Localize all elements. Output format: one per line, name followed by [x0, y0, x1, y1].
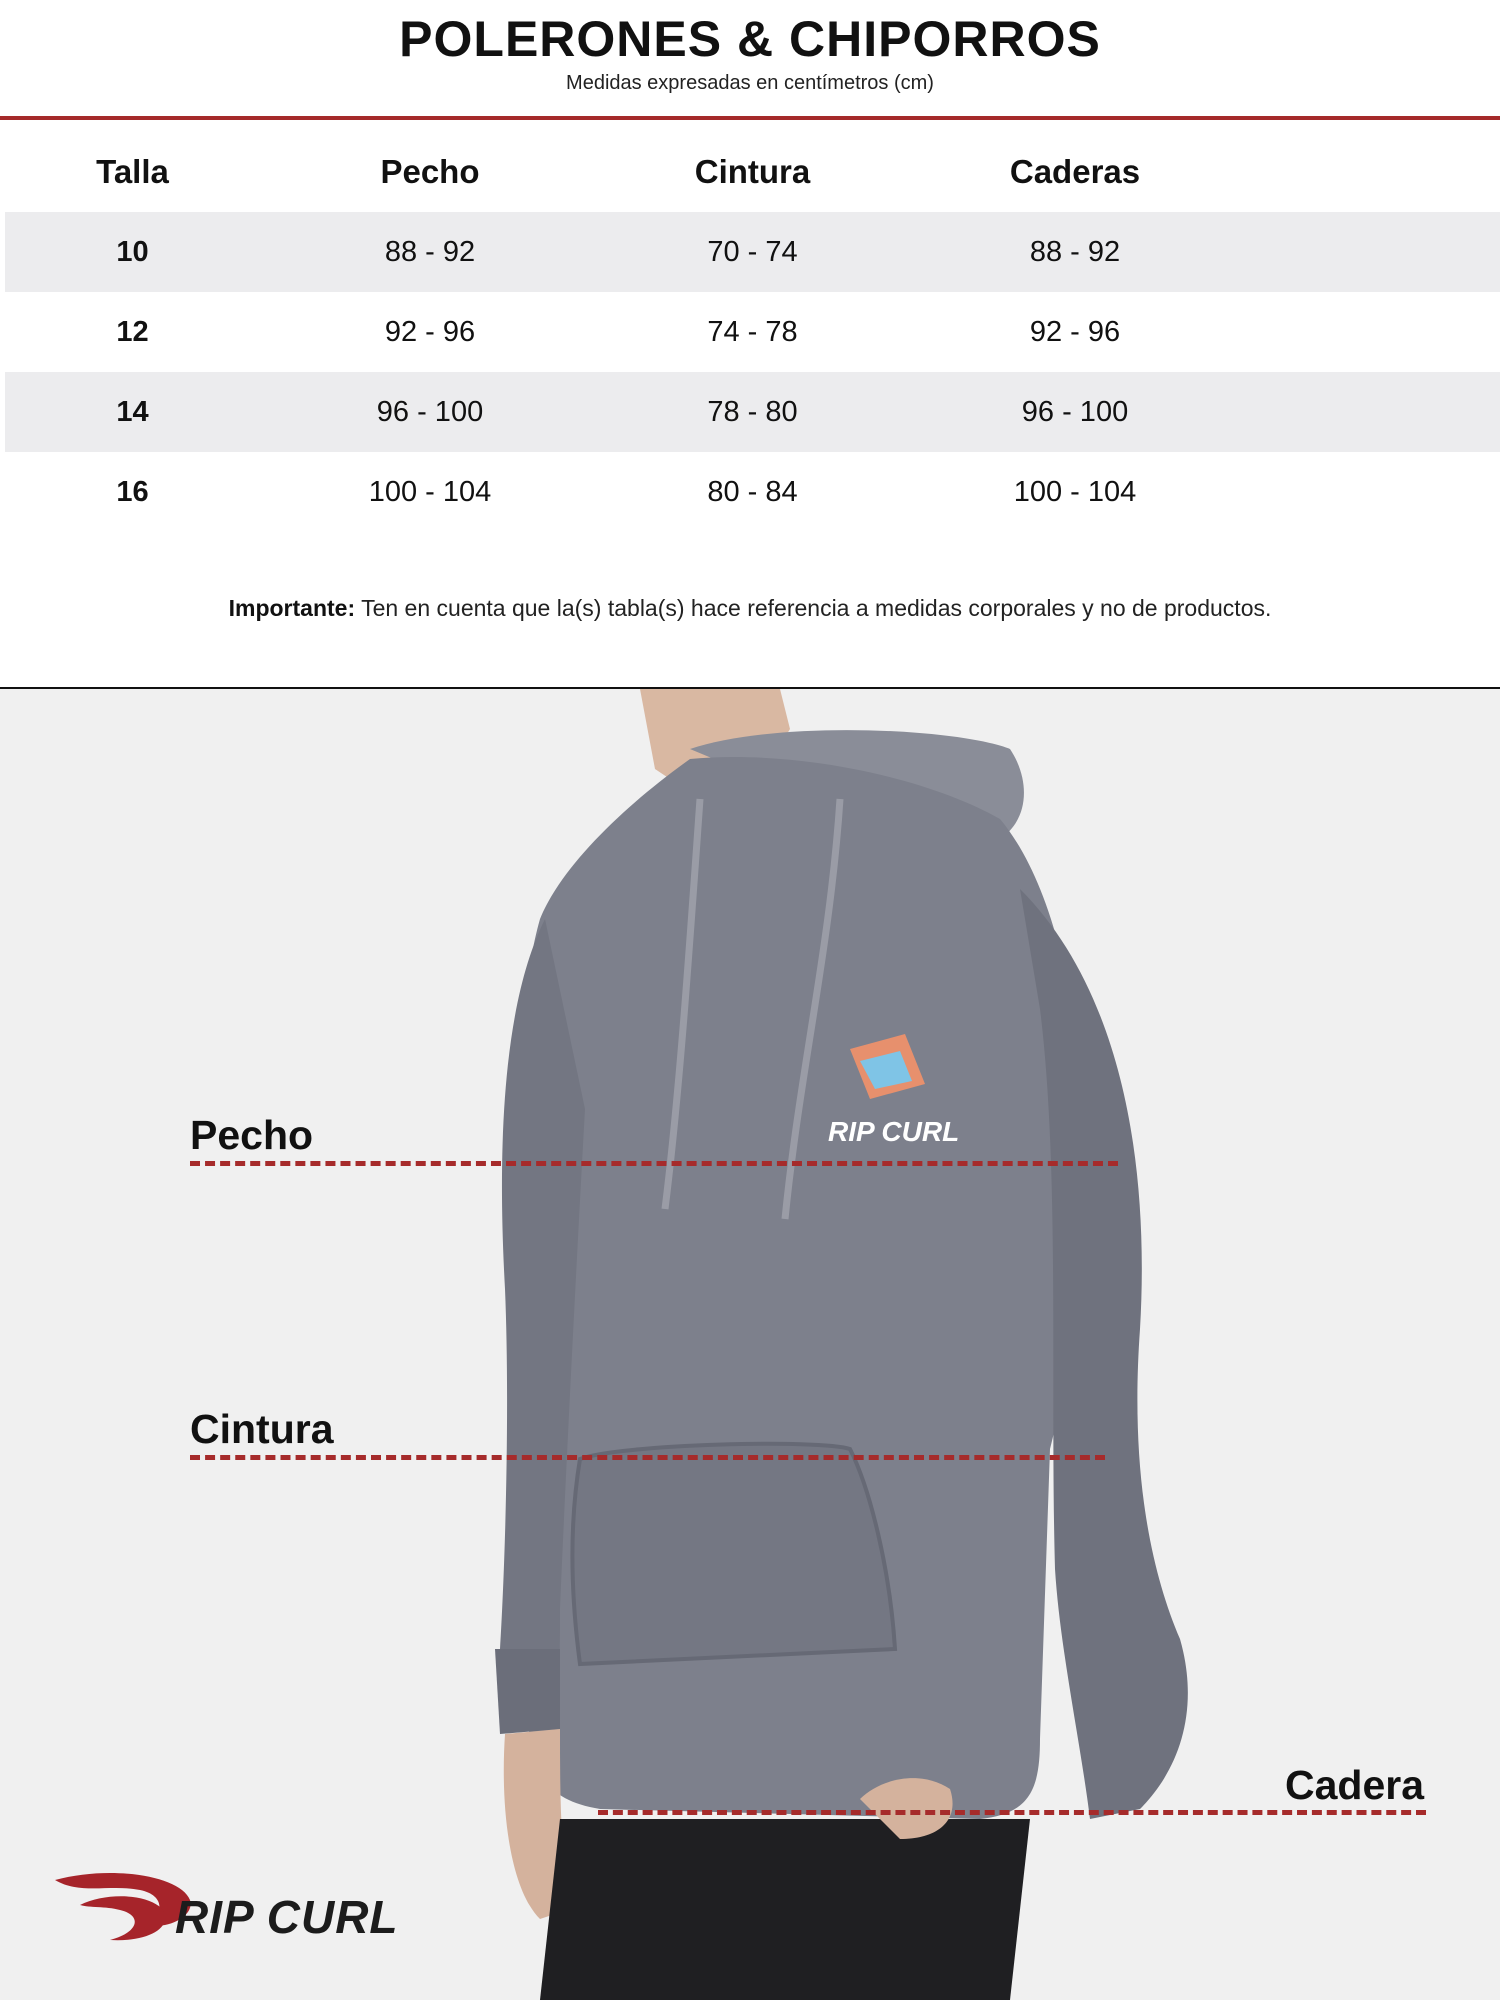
label-cadera: Cadera	[1285, 1762, 1425, 1808]
cell-talla: 10	[5, 212, 260, 292]
cell-talla: 14	[5, 372, 260, 452]
cell-caderas: 100 - 104	[1013, 475, 1137, 508]
hoodie-illustration	[0, 689, 1500, 2000]
label-cintura: Cintura	[190, 1406, 334, 1452]
cell-spacer	[1245, 212, 1500, 292]
table-header-row	[5, 132, 1500, 212]
column-header-caderas: Caderas	[1009, 153, 1141, 190]
cell-cintura: 70 - 74	[600, 212, 905, 292]
note-label: Importante:	[228, 595, 356, 621]
model-photo	[0, 689, 1500, 2000]
table-row	[5, 372, 1500, 452]
kangaroo-pocket	[573, 1444, 896, 1664]
cell-pecho: 100 - 104	[368, 475, 492, 508]
column-header-pecho: Pecho	[380, 153, 480, 190]
cell-talla: 16	[116, 475, 149, 508]
svg-text:RIP CURL: RIP CURL	[828, 1116, 960, 1147]
cell-spacer	[1245, 452, 1500, 532]
size-table	[5, 132, 1500, 532]
important-note	[0, 595, 1500, 622]
cell-cintura: 78 - 80	[600, 372, 905, 452]
hip-measure-line	[598, 1810, 1426, 1815]
cell-caderas: 96 - 100	[905, 372, 1245, 452]
column-header-cintura: Cintura	[694, 153, 811, 190]
chest-measure-line	[190, 1161, 1118, 1166]
waist-measure-line	[190, 1455, 1105, 1460]
cell-spacer	[1245, 372, 1500, 452]
brand-logo	[50, 1870, 430, 1950]
cell-caderas: 88 - 92	[905, 212, 1245, 292]
cell-talla: 12	[116, 315, 149, 348]
column-spacer	[1245, 132, 1500, 212]
label-pecho: Pecho	[190, 1112, 314, 1158]
cell-pecho: 88 - 92	[260, 212, 600, 292]
column-header-talla: Talla	[96, 153, 169, 190]
cell-caderas: 92 - 96	[1029, 315, 1121, 348]
note-text: Ten en cuenta que la(s) tabla(s) hace referencia a medidas corporales y no de productos.	[355, 595, 1272, 621]
cell-pecho: 92 - 96	[384, 315, 476, 348]
page-header	[0, 0, 1500, 118]
cell-cintura: 74 - 78	[707, 315, 798, 348]
table-row	[5, 452, 1500, 532]
cell-cintura: 80 - 84	[707, 475, 798, 508]
cell-spacer	[1245, 292, 1500, 372]
pants	[540, 1819, 1030, 2000]
table-row	[5, 292, 1500, 372]
brand-name: RIP CURL	[175, 1891, 399, 1943]
page-title: POLERONES & CHIPORROS	[399, 11, 1101, 67]
page-subtitle: Medidas expresadas en centímetros (cm)	[566, 72, 934, 94]
sleeve-cuff-left	[495, 1649, 560, 1734]
header-divider	[0, 116, 1500, 120]
cell-pecho: 96 - 100	[260, 372, 600, 452]
table-row	[5, 212, 1500, 292]
